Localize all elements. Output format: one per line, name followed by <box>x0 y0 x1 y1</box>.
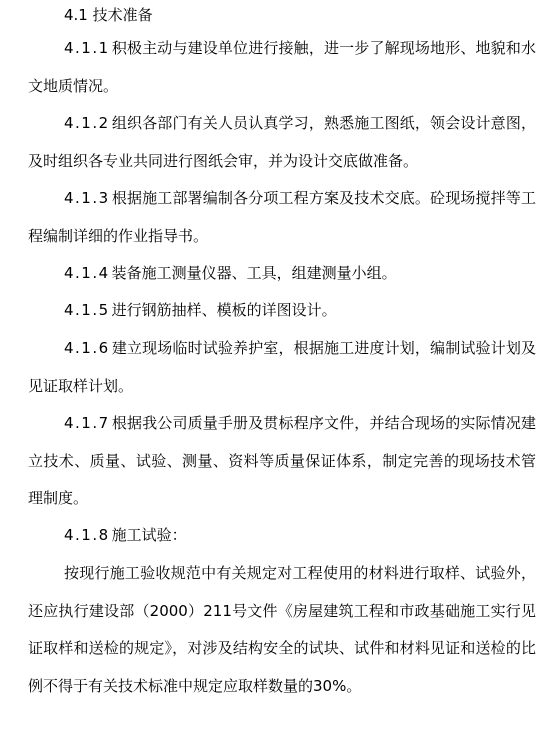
paragraph-text: 根据我公司质量手册及贯标程序文件，并结合现场的实际情况建立技术、质量、试验、测量、资料等质量保证体系，制定完善的现场技术管理制度。 <box>28 414 536 507</box>
paragraph-number: 4.1.7 <box>64 414 110 432</box>
paragraph-number: 4.1.3 <box>64 189 110 207</box>
paragraph-testing-requirements <box>28 555 536 705</box>
paragraph-number: 4.1.4 <box>64 264 110 282</box>
paragraph-text: 建立现场临时试验养护室，根据施工进度计划，编制试验计划及见证取样计划。 <box>28 339 536 395</box>
paragraph-4-1-8 <box>28 517 536 555</box>
paragraph-4-1-6 <box>28 330 536 405</box>
paragraph-4-1-1 <box>28 30 536 105</box>
paragraph-text: 按现行施工验收规范中有关规定对工程使用的材料进行取样、试验外，还应执行建设部（2000）211号文件《房屋建筑工程和市政基础施工实行见证取样和送检的规定》，对涉及结构安全的试块、试件和材料见证和送检的比例不得于有关技术标准中规定应取样数量的30%。 <box>28 564 536 695</box>
paragraph-4-1-4 <box>28 255 536 293</box>
paragraph-number: 4.1.6 <box>64 339 110 357</box>
paragraph-4-1-7 <box>28 405 536 518</box>
paragraph-text: 根据施工部署编制各分项工程方案及技术交底。砼现场搅拌等工程编制详细的作业指导书。 <box>28 189 536 245</box>
paragraph-text: 进行钢筋抽样、模板的详图设计。 <box>111 301 337 319</box>
paragraph-number: 4.1.8 <box>64 526 110 544</box>
paragraph-text: 积极主动与建设单位进行接触，进一步了解现场地形、地貌和水文地质情况。 <box>28 39 536 95</box>
paragraph-number: 4.1.2 <box>64 114 110 132</box>
paragraph-4-1-3 <box>28 180 536 255</box>
paragraph-4-1-5 <box>28 292 536 330</box>
paragraph-text: 组织各部门有关人员认真学习，熟悉施工图纸，领会设计意图，及时组织各专业共同进行图纸会审，并为设计交底做准备。 <box>28 114 536 170</box>
paragraph-number: 4.1.5 <box>64 301 110 319</box>
paragraph-text: 装备施工测量仪器、工具，组建测量小组。 <box>111 264 397 282</box>
section-heading: 4.1 技术准备 <box>64 6 153 24</box>
paragraph-text: 施工试验： <box>111 526 187 544</box>
paragraph-4-1-2 <box>28 105 536 180</box>
paragraph-number: 4.1.1 <box>64 39 110 57</box>
